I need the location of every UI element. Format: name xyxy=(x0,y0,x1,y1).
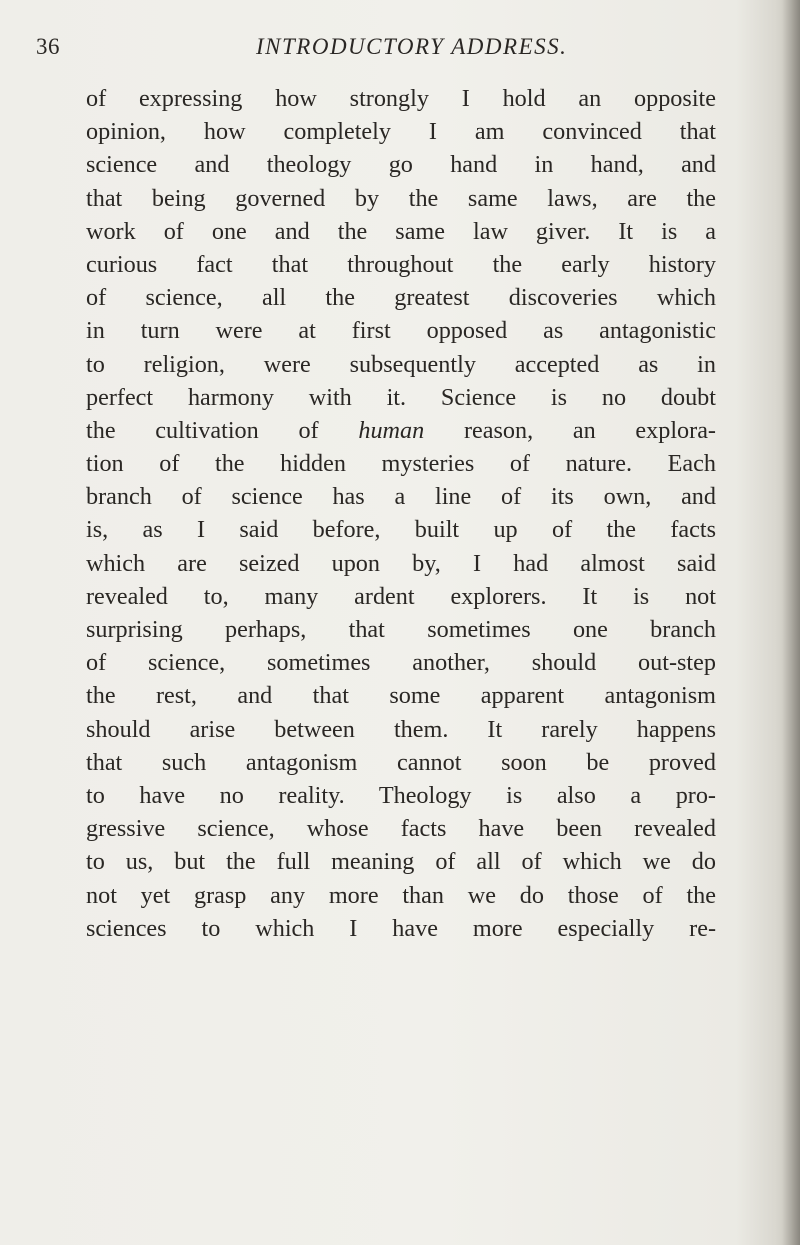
text-segment: the cultivation of xyxy=(86,416,359,444)
page-header xyxy=(36,34,756,74)
text-line: branch of science has a line of its own, and xyxy=(86,483,716,511)
text-line: of science, sometimes another, should out-step xyxy=(86,649,716,677)
text-line: perfect harmony with it. Science is no doubt xyxy=(86,383,716,411)
text-line: in turn were at first opposed as antagonistic xyxy=(86,317,716,345)
text-line: that such antagonism cannot soon be proved xyxy=(86,748,716,776)
text-line xyxy=(86,414,716,447)
text-line: sciences to which I have more especially re- xyxy=(86,914,716,942)
text-line: science and theology go hand in hand, and xyxy=(86,151,716,179)
emphasized-word: human xyxy=(358,416,425,444)
text-line: opinion, how completely I am convinced that xyxy=(86,118,716,146)
text-line: to us, but the full meaning of all of which we do xyxy=(86,848,716,876)
body-text xyxy=(86,82,716,945)
text-line: the rest, and that some apparent antagonism xyxy=(86,682,716,710)
text-segment: reason, an explora- xyxy=(424,416,716,444)
text-line: of science, all the greatest discoveries which xyxy=(86,284,716,312)
text-line: work of one and the same law giver. It is a xyxy=(86,217,716,245)
page-edge-shadow xyxy=(782,0,800,1245)
text-line: is, as I said before, built up of the facts xyxy=(86,516,716,544)
text-line: surprising perhaps, that sometimes one branch xyxy=(86,616,716,643)
text-line: which are seized upon by, I had almost said xyxy=(86,549,716,577)
text-line: should arise between them. It rarely happens xyxy=(86,715,716,743)
text-line: that being governed by the same laws, are the xyxy=(86,184,716,212)
text-line: gressive science, whose facts have been revealed xyxy=(86,815,716,843)
running-head: INTRODUCTORY ADDRESS. xyxy=(256,34,568,59)
text-line: of expressing how strongly I hold an opposite xyxy=(86,85,716,112)
text-line: curious fact that throughout the early history xyxy=(86,250,716,278)
text-line: not yet grasp any more than we do those of the xyxy=(86,881,716,909)
text-line: to religion, were subsequently accepted as in xyxy=(86,350,716,378)
text-line: tion of the hidden mysteries of nature. Each xyxy=(86,450,716,478)
text-line: revealed to, many ardent explorers. It is not xyxy=(86,582,716,610)
text-line: to have no reality. Theology is also a pro- xyxy=(86,781,716,809)
page-number: 36 xyxy=(36,34,60,59)
